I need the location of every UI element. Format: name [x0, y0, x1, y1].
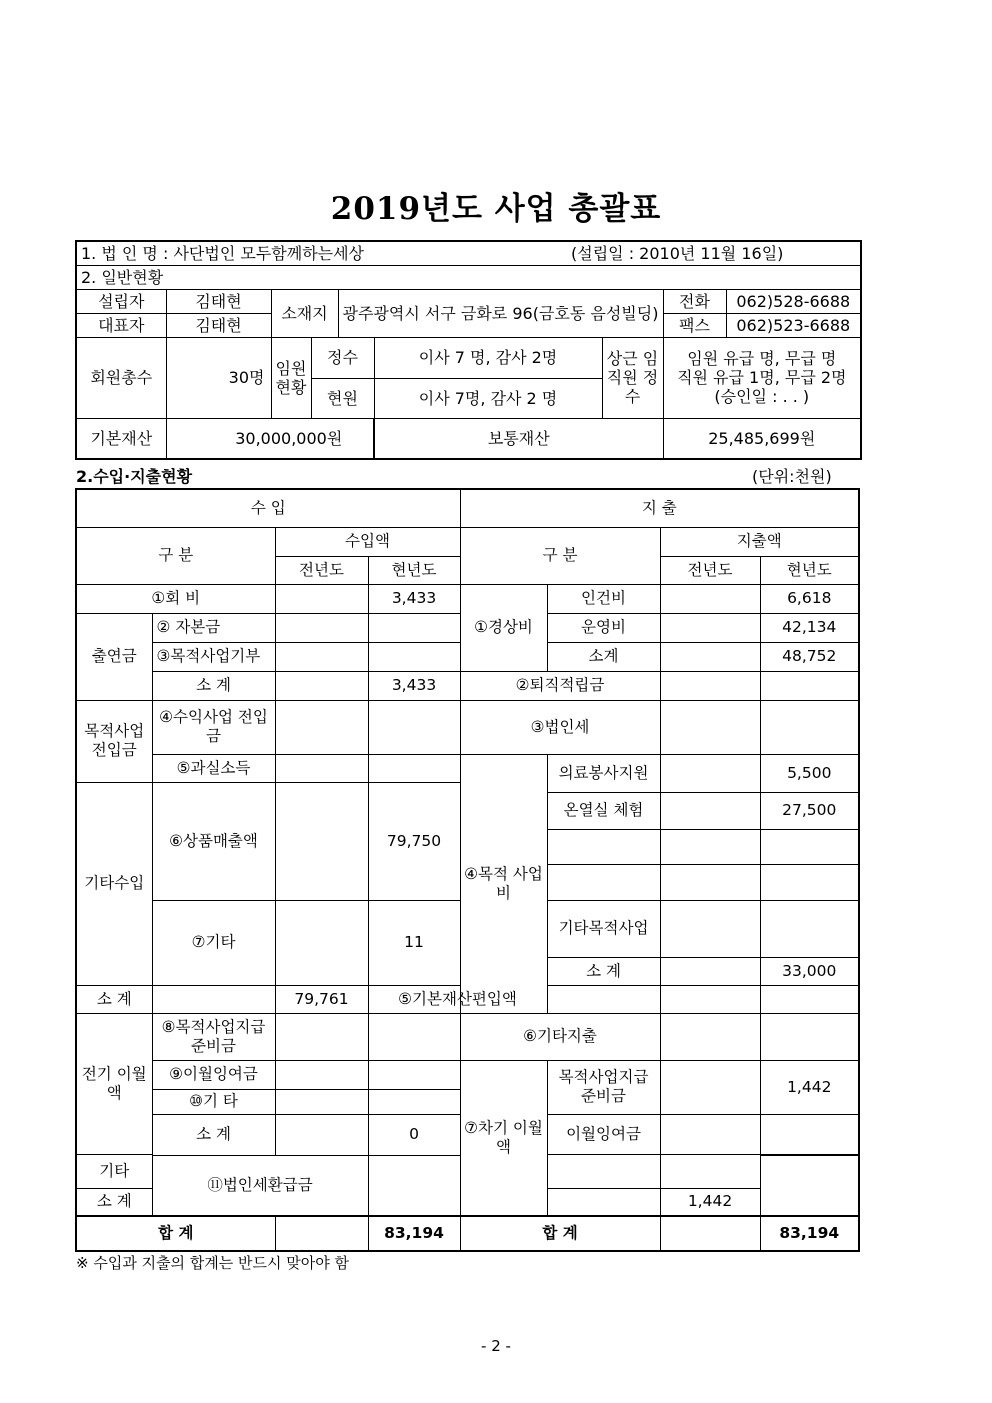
quota-value: 이사 7 명, 감사 2명: [374, 337, 602, 378]
income-total-cur: 83,194: [368, 1216, 460, 1251]
staff-value: [663, 337, 861, 418]
staff-line-1: 임원 유급 명, 무급 명: [687, 349, 837, 368]
phone-label: 전화: [663, 289, 726, 313]
expense-amount-header: 지출액: [660, 527, 859, 556]
expense-total: 합 계: [460, 1216, 660, 1251]
general-info-table: [75, 240, 862, 460]
members-label: 회원총수: [76, 337, 166, 418]
page-number: - 2 -: [481, 1337, 511, 1355]
income-carry-etc: ⑩기 타: [152, 1089, 275, 1114]
income-surplus: ⑨이월잉여금: [152, 1060, 275, 1089]
fax-label: 팩스: [663, 313, 726, 337]
rep-value: 김태현: [166, 313, 271, 337]
expense-ordinary-sub-cur: 48,752: [760, 642, 859, 671]
staff-line-2: 직원 유급 1명, 무급 2명: [677, 368, 847, 387]
income-sales: ⑥상품매출액: [152, 782, 275, 900]
income-carry-sub-cur: 0: [368, 1114, 460, 1155]
expense-curr-header: 현년도: [760, 556, 859, 584]
expense-medical: 의료봉사지원: [547, 754, 660, 792]
income-category-header: 구 분: [76, 527, 275, 584]
income-carry-sub: 소 계: [152, 1114, 275, 1155]
expense-purpose: ④목적 사업비: [460, 754, 547, 1013]
corp-name: 1. 법 인 명 : 사단법인 모두함께하는세상: [81, 243, 365, 263]
income-fruit: ⑤과실소득: [152, 754, 275, 782]
footnote: ※ 수입과 지출의 합계는 반드시 맞아야 함: [76, 1254, 350, 1272]
members-value: 30명: [166, 337, 271, 418]
expense-purpose-sub: 소 계: [547, 957, 660, 985]
income-sales-cur: 79,750: [368, 782, 460, 900]
expense-ordinary: ①경상비: [460, 584, 547, 671]
expense-header: 지 출: [460, 489, 859, 527]
expense-next-surplus: 이월잉여금: [547, 1114, 660, 1154]
expense-next-sub: 소 계: [76, 1188, 152, 1216]
expense-next-reserve: 목적사업지급 준비금: [547, 1060, 660, 1114]
fax-value: 062)523-6688: [726, 313, 861, 337]
founder-label: 설립자: [76, 289, 166, 313]
income-contrib-sub-cur: 3,433: [368, 671, 460, 700]
expense-retire: ②퇴직적립금: [460, 671, 660, 700]
expense-operation: 운영비: [547, 613, 660, 642]
expense-purpose-sub-cur: 33,000: [760, 957, 859, 985]
expense-labor: 인건비: [547, 584, 660, 613]
income-carry-group: 전기 이월액: [76, 1013, 152, 1154]
expense-sauna: 온열실 체험: [547, 792, 660, 829]
income-fee-cur: 3,433: [368, 584, 460, 613]
general-status-heading: 2. 일반현황: [76, 265, 861, 289]
income-expense-table: [75, 488, 860, 1252]
expense-next-sub-cur: 1,442: [660, 1188, 760, 1216]
income-tax-refund: ⑪법인세환급금: [152, 1155, 368, 1216]
current-label: 현원: [311, 378, 374, 418]
document-title: 2019년도 사업 총괄표: [330, 191, 662, 227]
established-date: (설립일 : 2010년 11월 16일): [571, 243, 784, 263]
income-header: 수 입: [76, 489, 460, 527]
corp-name-row: [76, 241, 861, 265]
expense-next-reserve-cur: 1,442: [760, 1060, 859, 1114]
phone-value: 062)528-6688: [726, 289, 861, 313]
income-etc-cur: 11: [368, 900, 460, 985]
income-curr-header: 현년도: [368, 556, 460, 584]
income-prev-header: 전년도: [275, 556, 368, 584]
income-total: 합 계: [76, 1216, 275, 1251]
expense-next-carry: ⑦차기 이월액: [460, 1060, 547, 1216]
expense-operation-cur: 42,134: [760, 613, 859, 642]
expense-corp-tax: ③법인세: [460, 700, 660, 754]
founder-value: 김태현: [166, 289, 271, 313]
expense-prev-header: 전년도: [660, 556, 760, 584]
normal-assets-value: 25,485,699원: [663, 418, 861, 459]
expense-ordinary-sub: 소계: [547, 642, 660, 671]
income-contrib-sub: 소 계: [152, 671, 275, 700]
officers-label: 임원 현황: [271, 337, 311, 418]
income-reserve: ⑧목적사업지급 준비금: [152, 1013, 275, 1060]
expense-next-etc: 기타: [76, 1154, 152, 1188]
location-value: 광주광역시 서구 금화로 96(금호동 음성빌딩): [338, 289, 663, 337]
quota-label: 정수: [311, 337, 374, 378]
expense-sauna-cur: 27,500: [760, 792, 859, 829]
income-contrib-group: 출연금: [76, 613, 152, 700]
income-etc: ⑦기타: [152, 900, 275, 985]
rep-label: 대표자: [76, 313, 166, 337]
staff-label: 상근 임직원 정수: [602, 337, 663, 418]
section2-title: 2.수입·지출현황: [76, 467, 193, 486]
expense-total-cur: 83,194: [760, 1216, 859, 1251]
expense-labor-cur: 6,618: [760, 584, 859, 613]
income-amount-header: 수입액: [275, 527, 460, 556]
basic-assets-value: 30,000,000원: [166, 418, 374, 459]
staff-line-3: (승인일 : . . ): [714, 387, 810, 406]
expense-other: ⑥기타지출: [460, 1013, 660, 1060]
income-fee: ①회 비: [76, 584, 275, 613]
current-value: 이사 7명, 감사 2 명: [374, 378, 602, 418]
income-other-sub: 소 계: [76, 985, 152, 1013]
location-label: 소재지: [271, 289, 338, 337]
income-capital: ② 자본금: [152, 613, 275, 642]
normal-assets-label: 보통재산: [374, 418, 663, 459]
expense-category-header: 구 분: [460, 527, 660, 584]
income-purpose-group: 목적사업 전입금: [76, 700, 152, 782]
unit-label: (단위:천원): [752, 467, 832, 486]
income-other-group: 기타수입: [76, 782, 152, 985]
expense-other-purpose: 기타목적사업: [547, 900, 660, 957]
expense-basic-transfer: ⑤기본재산편입액: [368, 985, 547, 1013]
basic-assets-label: 기본재산: [76, 418, 166, 459]
income-other-sub-cur: 79,761: [275, 985, 368, 1013]
income-profit: ④수익사업 전입금: [152, 700, 275, 754]
expense-medical-cur: 5,500: [760, 754, 859, 792]
income-donation: ③목적사업기부: [152, 642, 275, 671]
